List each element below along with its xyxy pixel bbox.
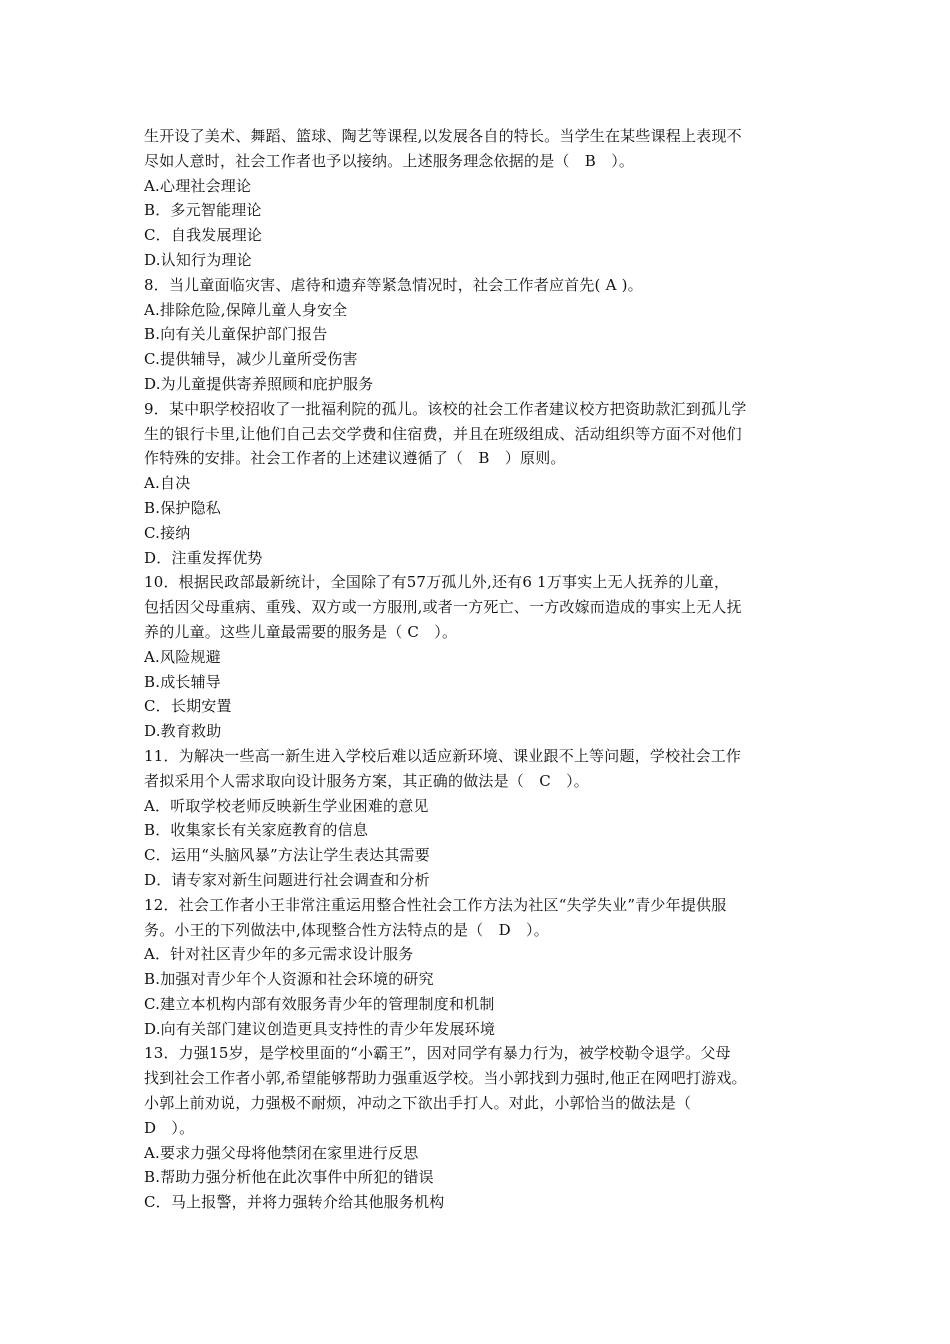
- question-12: 12．社会工作者小王非常注重运用整合性社会工作方法为社区“失学失业”青少年提供服: [144, 895, 727, 914]
- question-13: 13．力强15岁，是学校里面的“小霸王”，因对同学有暴力行为，被学校勒令退学。父母: [144, 1044, 731, 1063]
- answer-option: D.向有关部门建议创造更具支持性的青少年发展环境: [144, 1019, 496, 1038]
- question-11: 11．为解决一些高一新生进入学校后难以适应新环境、课业跟不上等问题，学校社会工作: [144, 746, 742, 765]
- answer-option: C．马上报警，并将力强转介给其他服务机构: [144, 1193, 445, 1212]
- answer-option: B.加强对青少年个人资源和社会环境的研究: [144, 970, 434, 989]
- answer-option: C．长期安置: [144, 697, 232, 716]
- text-line: 者拟采用个人需求取向设计服务方案，其正确的做法是（ C ）。: [144, 771, 589, 790]
- answer-option: B.保护隐私: [144, 498, 221, 517]
- text-line: 作特殊的安排。社会工作者的上述建议遵循了（ B ）原则。: [144, 449, 566, 468]
- text-line: 生开设了美术、舞蹈、篮球、陶艺等课程,以发展各自的特长。当学生在某些课程上表现不: [144, 127, 742, 145]
- question-10: 10．根据民政部最新统计，全国除了有57万孤儿外,还有6 1万事实上无人抚养的儿童，: [144, 573, 730, 592]
- answer-option: D．请专家对新生问题进行社会调查和分析: [144, 870, 430, 889]
- answer-option: C．运用“头脑风暴”方法让学生表达其需要: [144, 846, 430, 865]
- answer-option: A．针对社区青少年的多元需求设计服务: [144, 945, 414, 964]
- answer-option: B．收集家长有关家庭教育的信息: [144, 821, 369, 840]
- document-page: [144, 124, 812, 1215]
- answer-option: B.向有关儿童保护部门报告: [144, 325, 328, 344]
- answer-option: C.提供辅导，减少儿童所受伤害: [144, 350, 358, 369]
- answer-option: A.心理社会理论: [144, 176, 252, 195]
- answer-option: A．听取学校老师反映新生学业困难的意见: [144, 796, 429, 815]
- answer-option: D.认知行为理论: [144, 250, 252, 269]
- text-line: 小郭上前劝说，力强极不耐烦，冲动之下欲出手打人。对此，小郭恰当的做法是（: [144, 1094, 692, 1113]
- answer-option: A.要求力强父母将他禁闭在家里进行反思: [144, 1143, 419, 1162]
- answer-option: A.自决: [144, 474, 191, 493]
- answer-option: C.接纳: [144, 523, 191, 542]
- answer-option: A.风险规避: [144, 647, 221, 666]
- answer-option: D．注重发挥优势: [144, 548, 263, 567]
- text-line: 生的银行卡里,让他们自己去交学费和住宿费，并且在班级组成、活动组织等方面不对他们: [144, 424, 742, 443]
- answer-option: D.教育救助: [144, 722, 222, 741]
- text-line: 找到社会工作者小郭,希望能够帮助力强重返学校。当小郭找到力强时,他正在网吧打游戏。: [144, 1069, 747, 1088]
- text-line: 养的儿童。这些儿童最需要的服务是（ C ）。: [144, 622, 458, 641]
- text-line: D ）。: [144, 1118, 195, 1137]
- answer-option: C.建立本机构内部有效服务青少年的管理制度和机制: [144, 994, 495, 1013]
- answer-option: B．多元智能理论: [144, 201, 262, 220]
- answer-option: B.帮助力强分析他在此次事件中所犯的错误: [144, 1168, 434, 1187]
- answer-option: D.为儿童提供寄养照顾和庇护服务: [144, 374, 374, 393]
- question-9: 9．某中职学校招收了一批福利院的孤儿。该校的社会工作者建议校方把资助款汇到孤儿学: [144, 399, 747, 418]
- question-8: 8．当儿童面临灾害、虐待和遗弃等紧急情况时，社会工作者应首先( A )。: [144, 275, 643, 294]
- text-line: 尽如人意时，社会工作者也予以接纳。上述服务理念依据的是（ B ）。: [144, 151, 635, 170]
- answer-option: B.成长辅导: [144, 672, 221, 691]
- answer-option: C．自我发展理论: [144, 226, 263, 245]
- text-line: 务。小王的下列做法中,体现整合性方法特点的是（ D ）。: [144, 920, 549, 939]
- answer-option: A.排除危险,保障儿童人身安全: [144, 300, 348, 319]
- text-line: 包括因父母重病、重残、双方或一方服刑,或者一方死亡、一方改嫁而造成的事实上无人抚: [144, 598, 742, 617]
